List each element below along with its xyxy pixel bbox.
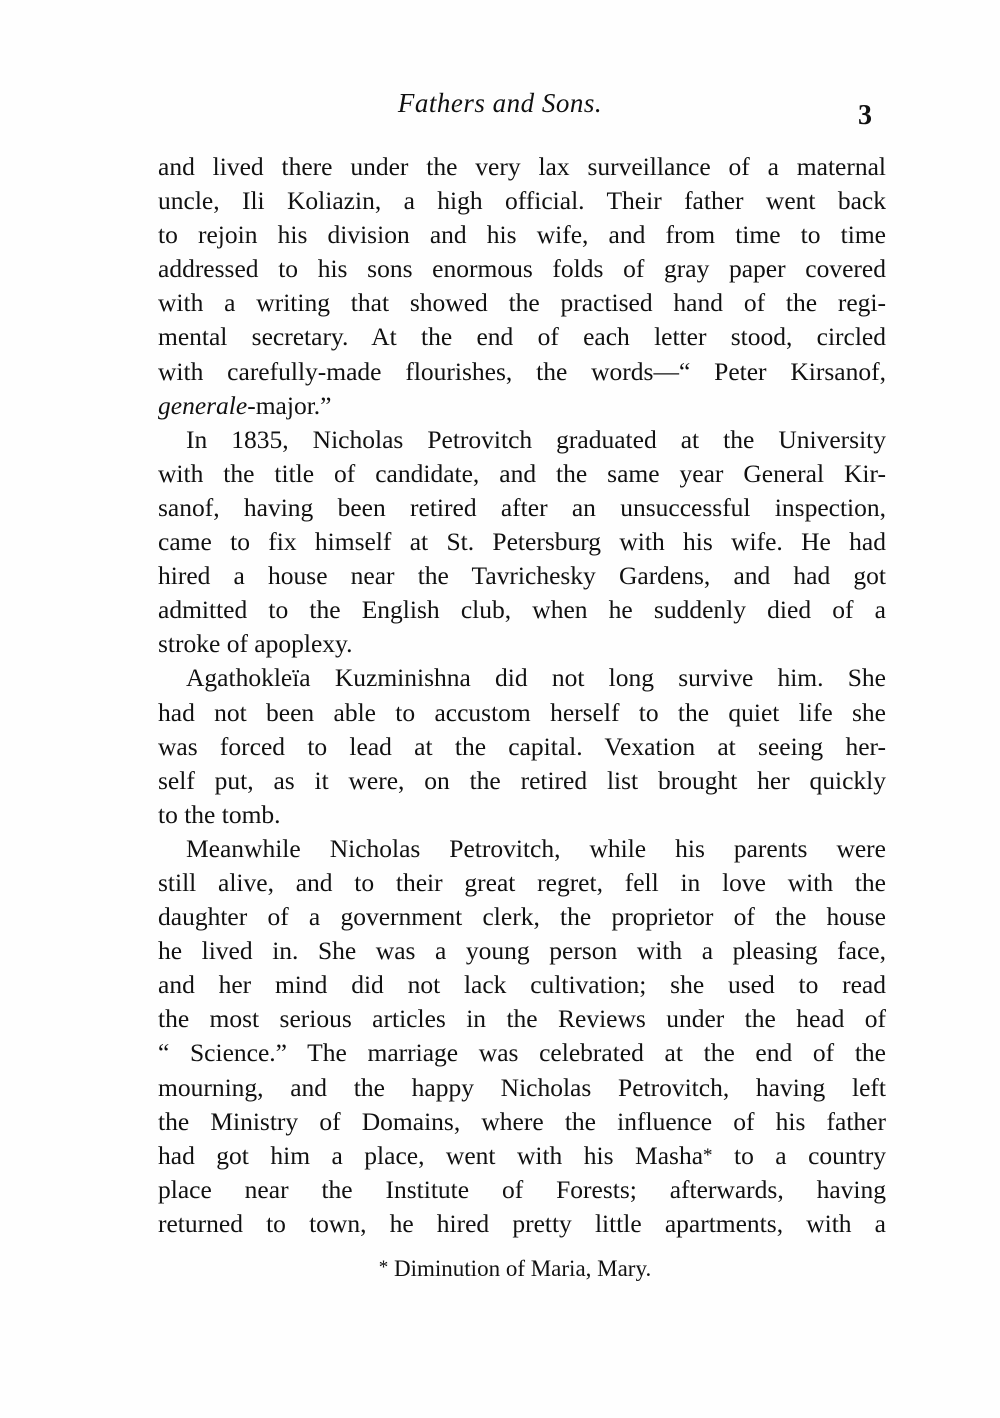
text-line: admitted to the English club, when he suddenly died of a bbox=[158, 595, 886, 625]
paragraph-4 bbox=[158, 832, 886, 1241]
text-line: with carefully-made flourishes, the words—“ Peter Kirsanof, bbox=[158, 356, 886, 386]
footnote-text: Diminution of Maria, Mary. bbox=[388, 1256, 652, 1281]
text-line: and her mind did not lack cultivation; she used to read bbox=[158, 970, 886, 1000]
text-line: stroke of apoplexy. bbox=[158, 629, 353, 659]
text-line: daughter of a government clerk, the proprietor of the house bbox=[158, 902, 886, 932]
text-line: had not been able to accustom herself to the quiet life she bbox=[158, 697, 886, 727]
text-line: Meanwhile Nicholas Petrovitch, while his parents were bbox=[186, 833, 886, 863]
text-line: came to fix himself at St. Petersburg with his wife. He had bbox=[158, 527, 886, 557]
text-fragment: had got him a place, went with his Masha bbox=[158, 1140, 704, 1170]
text-line: he lived in. She was a young person with a pleasing face, bbox=[158, 936, 886, 966]
text-line: place near the Institute of Forests; afterwards, having bbox=[158, 1174, 886, 1204]
footnote bbox=[0, 1256, 1000, 1282]
paragraph-2 bbox=[158, 423, 886, 662]
text-line: hired a house near the Tavrichesky Gardens, and had got bbox=[158, 561, 886, 591]
text-line: returned to town, he hired pretty little apartments, with a bbox=[158, 1208, 886, 1238]
text-line: with a writing that showed the practised hand of the regi- bbox=[158, 288, 886, 318]
text-line: uncle, Ili Koliazin, a high official. Their father went back bbox=[158, 186, 886, 216]
paragraph-3 bbox=[158, 661, 886, 831]
text-line: mental secretary. At the end of each letter stood, circled bbox=[158, 322, 886, 352]
text-line: the most serious articles in the Reviews under the head of bbox=[158, 1004, 886, 1034]
text-line: and lived there under the very lax surveillance of a maternal bbox=[158, 152, 886, 181]
text-line: mourning, and the happy Nicholas Petrovitch, having left bbox=[158, 1072, 886, 1102]
footnote-mark: * bbox=[378, 1257, 389, 1278]
text-line: the Ministry of Domains, where the influence of his father bbox=[158, 1106, 886, 1136]
text-line: to the tomb. bbox=[158, 799, 281, 829]
page-number: 3 bbox=[858, 100, 872, 131]
text-line: to rejoin his division and his wife, and from time to time bbox=[158, 220, 886, 250]
text-line: self put, as it were, on the retired list brought her quickly bbox=[158, 765, 886, 795]
text-fragment: to a country bbox=[712, 1140, 886, 1170]
text-line: “ Science.” The marriage was celebrated at the end of the bbox=[158, 1038, 886, 1068]
footnote-reference: * bbox=[703, 1144, 713, 1166]
text-line: was forced to lead at the capital. Vexation at seeing her- bbox=[158, 731, 886, 761]
text-line: In 1835, Nicholas Petrovitch graduated at the University bbox=[186, 424, 886, 454]
text-fragment: -major.” bbox=[247, 390, 332, 420]
text-line: still alive, and to their great regret, fell in love with the bbox=[158, 867, 886, 897]
text-line: with the title of candidate, and the same year General Kir- bbox=[158, 458, 886, 488]
italic-word: generale bbox=[158, 390, 248, 420]
text-line: Agathokleïa Kuzminishna did not long survive him. She bbox=[186, 663, 886, 693]
text-line bbox=[158, 1139, 886, 1173]
running-title: Fathers and Sons. bbox=[397, 88, 603, 118]
text-line: sanof, having been retired after an unsuccessful inspection, bbox=[158, 492, 886, 522]
text-line bbox=[158, 389, 886, 423]
paragraph-1 bbox=[158, 150, 886, 423]
body-text bbox=[158, 150, 886, 1241]
text-line: addressed to his sons enormous folds of gray paper covered bbox=[158, 254, 886, 284]
